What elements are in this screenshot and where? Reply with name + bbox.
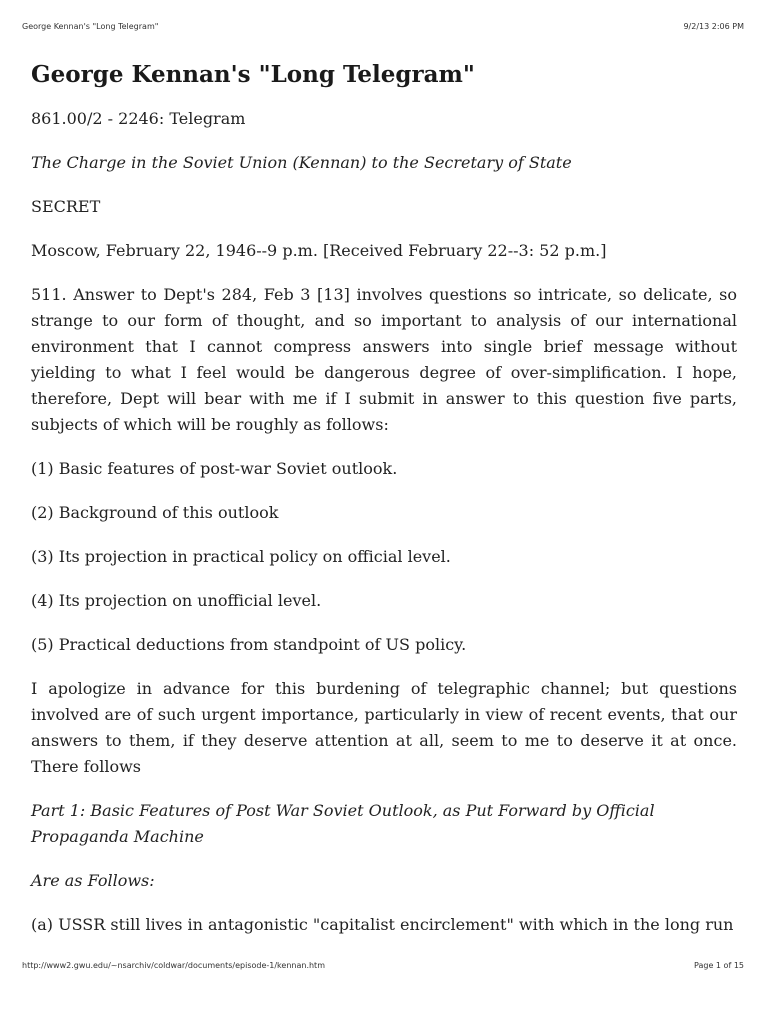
- part1-heading: Part 1: Basic Features of Post War Soviet Outlook, as Put Forward by Official Propaganda Machine: [31, 801, 655, 846]
- dateline: Moscow, February 22, 1946--9 p.m. [Received February 22--3: 52 p.m.]: [31, 241, 607, 260]
- print-footer-page-number: Page 1 of 15: [694, 961, 744, 970]
- classification-label: SECRET: [31, 197, 101, 216]
- page-title: George Kennan's "Long Telegram": [31, 61, 475, 88]
- part1-subheading: Are as Follows:: [31, 871, 155, 890]
- list-item-part-2: (2) Background of this outlook: [31, 503, 279, 522]
- print-footer-url: http://www2.gwu.edu/~nsarchiv/coldwar/documents/episode-1/kennan.htm: [22, 961, 325, 970]
- point-a: (a) USSR still lives in antagonistic "capitalist encirclement" with which in the long run: [31, 915, 734, 934]
- document-body: [31, 58, 737, 956]
- document-addressing: The Charge in the Soviet Union (Kennan) to the Secretary of State: [31, 153, 572, 172]
- intro-paragraph: 511. Answer to Dept's 284, Feb 3 [13] involves questions so intricate, so delicate, so strange to our form of thought, and so important to analysis of our international environment that I cannot compress answers into single brief message without yielding to what I feel would be dangerous degree of over-simplification. I hope, therefore, Dept will bear with me if I submit in answer to this question five parts, subjects of which will be roughly as follows:: [31, 285, 737, 434]
- list-item-part-1: (1) Basic features of post-war Soviet outlook.: [31, 459, 398, 478]
- list-item-part-5: (5) Practical deductions from standpoint of US policy.: [31, 635, 467, 654]
- apology-paragraph: I apologize in advance for this burdening of telegraphic channel; but questions involved are of such urgent importance, particularly in view of recent events, that our answers to them, if they deserve attention at all, seem to me to deserve it at once. There follows: [31, 679, 737, 776]
- list-item-part-3: (3) Its projection in practical policy on official level.: [31, 547, 451, 566]
- print-header-datetime: 9/2/13 2:06 PM: [683, 22, 744, 31]
- list-item-part-4: (4) Its projection on unofficial level.: [31, 591, 322, 610]
- print-header-title: George Kennan's "Long Telegram": [22, 22, 159, 31]
- document-reference: 861.00/2 - 2246: Telegram: [31, 109, 246, 128]
